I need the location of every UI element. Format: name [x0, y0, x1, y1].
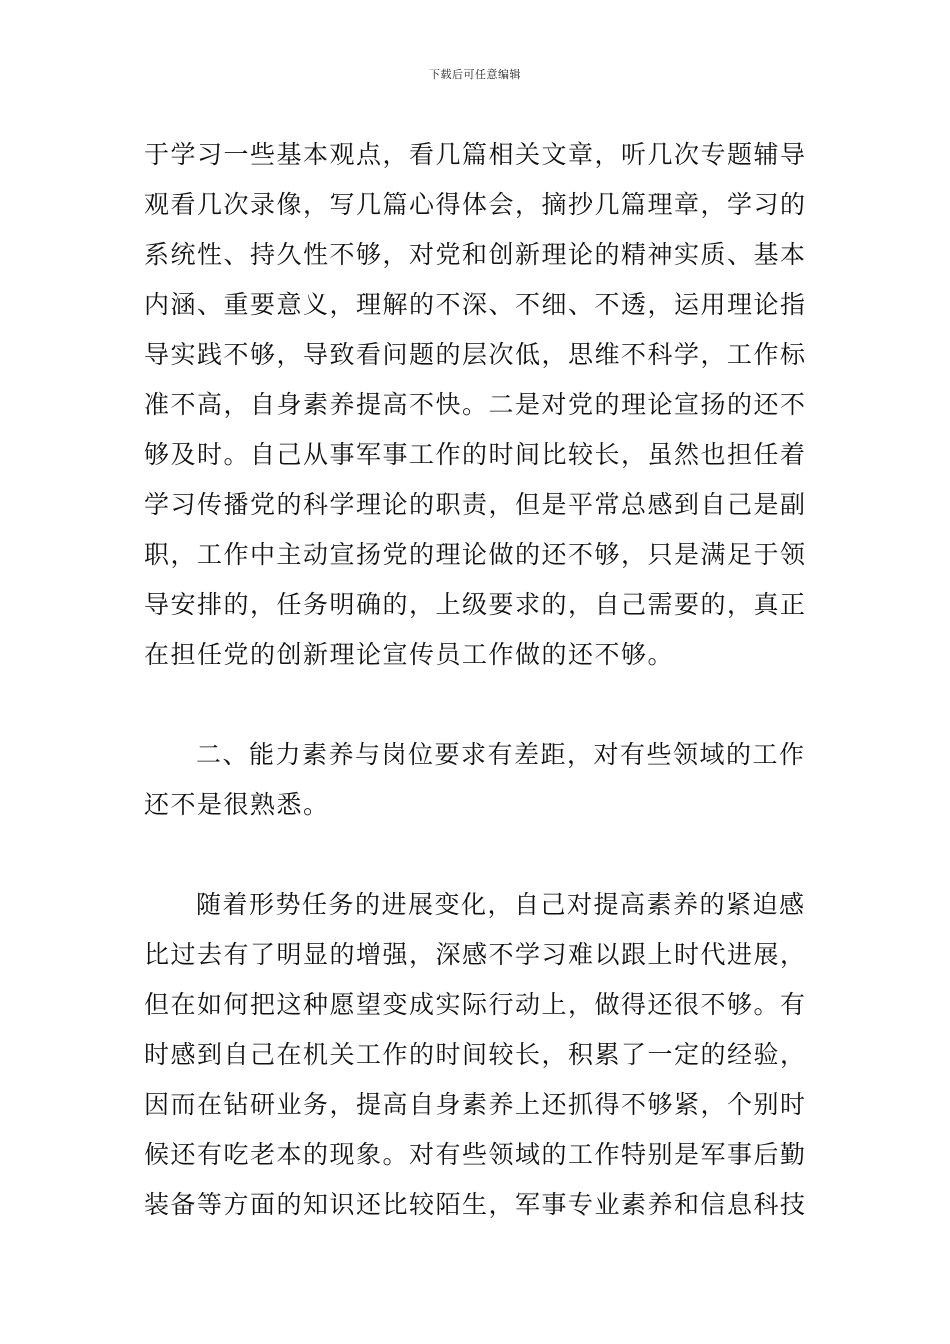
text-line: 在担任党的创新理论宣传员工作做的还不够。 — [144, 640, 675, 669]
text-line: 职，工作中主动宣扬党的理论做的还不够，只是满足于领 — [144, 540, 807, 569]
text-line: 导实践不够，导致看问题的层次低，思维不科学，工作标 — [144, 340, 807, 369]
text-line: 候还有吃老本的现象。对有些领域的工作特别是军事后勤 — [144, 1140, 807, 1169]
text-line: 因而在钻研业务，提高自身素养上还抓得不够紧，个别时 — [144, 1090, 807, 1119]
text-line: 装备等方面的知识还比较陌生，军事专业素养和信息科技 — [144, 1190, 807, 1219]
text-line: 导安排的，任务明确的，上级要求的，自己需要的，真正 — [144, 590, 807, 619]
text-line: 时感到自己在机关工作的时间较长，积累了一定的经验， — [144, 1040, 807, 1069]
text-line: 系统性、持久性不够，对党和创新理论的精神实质、基本 — [144, 240, 807, 269]
text-line: 但在如何把这种愿望变成实际行动上，做得还很不够。有 — [144, 990, 807, 1019]
text-line: 内涵、重要意义，理解的不深、不细、不透，运用理论指 — [144, 290, 807, 319]
text-line: 还不是很熟悉。 — [144, 790, 330, 819]
paragraph-1 — [144, 130, 809, 680]
page-header: 下载后可任意编辑 — [429, 68, 521, 81]
text-line: 二、能力素养与岗位要求有差距，对有些领域的工作 — [196, 740, 806, 769]
text-line: 准不高，自身素养提高不快。二是对党的理论宣扬的还不 — [144, 390, 807, 419]
text-line: 随着形势任务的进展变化，自己对提高素养的紧迫感 — [196, 890, 806, 919]
paragraph-3 — [144, 880, 809, 1230]
paragraph-2-heading — [144, 730, 809, 830]
text-line: 学习传播党的科学理论的职责，但是平常总感到自己是副 — [144, 490, 807, 519]
paragraph-spacer — [144, 680, 809, 730]
text-line: 比过去有了明显的增强，深感不学习难以跟上时代进展， — [144, 940, 807, 969]
text-line: 观看几次录像，写几篇心得体会，摘抄几篇理章，学习的 — [144, 190, 807, 219]
paragraph-spacer — [144, 830, 809, 880]
text-line: 够及时。自己从事军事工作的时间比较长，虽然也担任着 — [144, 440, 807, 469]
document-body — [144, 130, 809, 1230]
text-line: 于学习一些基本观点，看几篇相关文章，听几次专题辅导 — [144, 140, 807, 169]
